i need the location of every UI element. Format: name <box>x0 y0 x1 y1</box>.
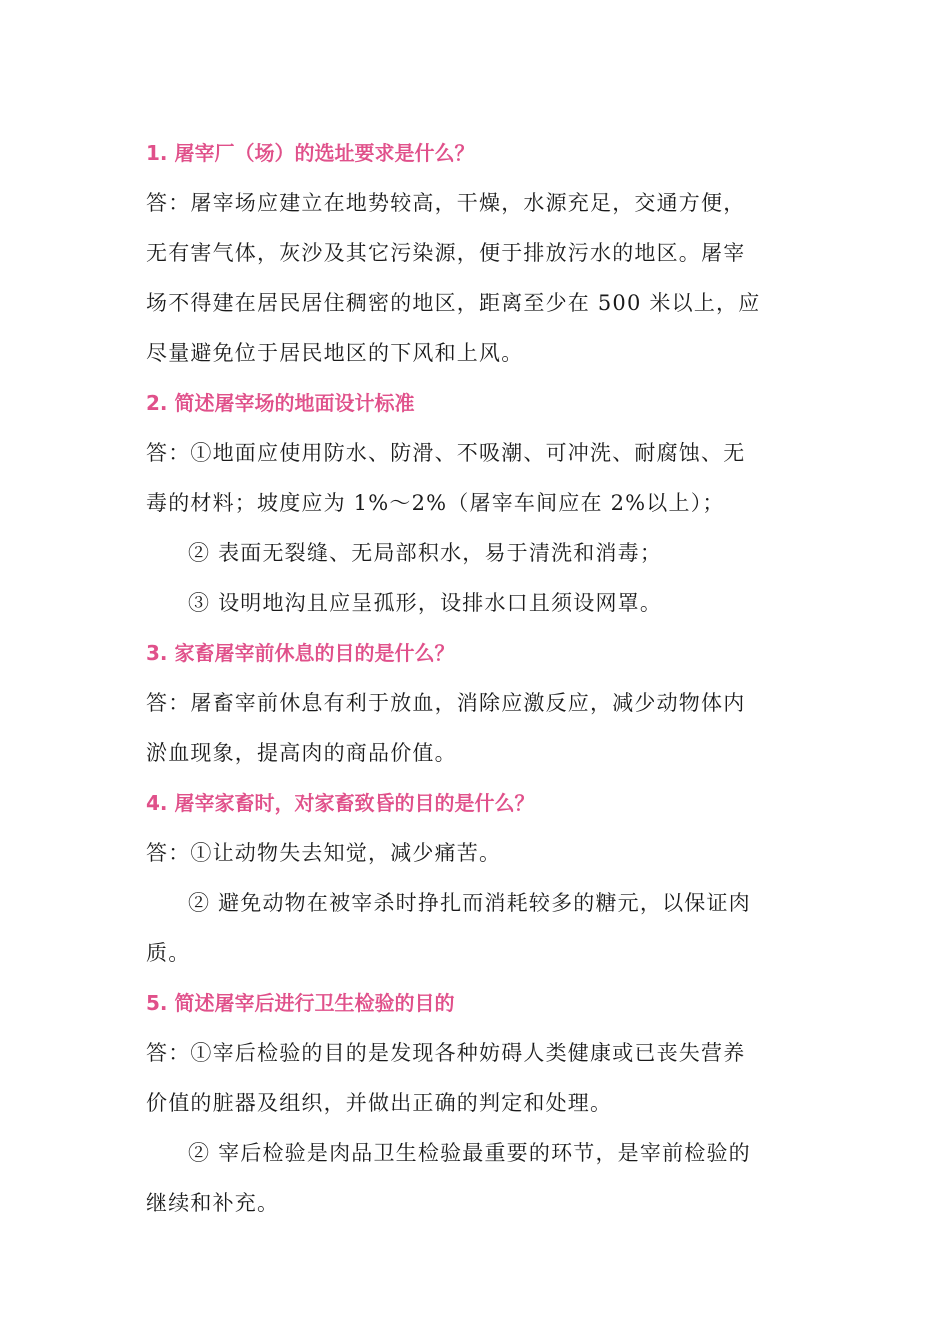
answer-line: 答：①让动物失去知觉，减少痛苦。 <box>146 841 502 865</box>
answer-line: 答：①宰后检验的目的是发现各种妨碍人类健康或已丧失营养 <box>146 1041 746 1065</box>
document-page <box>146 128 806 1228</box>
answer-line: 继续和补充。 <box>146 1191 280 1215</box>
answer-line: 答：屠宰场应建立在地势较高，干燥，水源充足，交通方便， <box>146 191 746 215</box>
answer-line-indented: ② 避免动物在被宰杀时挣扎而消耗较多的糖元，以保证肉 <box>188 891 751 915</box>
answer-line: 无有害气体，灰沙及其它污染源，便于排放污水的地区。屠宰 <box>146 241 746 265</box>
question-heading-4: 4. 屠宰家畜时，对家畜致昏的目的是什么？ <box>146 791 535 815</box>
answer-line: 毒的材料；坡度应为 1%～2%（屠宰车间应在 2%以上）； <box>146 491 725 515</box>
question-heading-1: 1. 屠宰厂（场）的选址要求是什么？ <box>146 141 475 165</box>
answer-line-indented: ③ 设明地沟且应呈孤形，设排水口且须设网罩。 <box>188 591 663 615</box>
answer-line: 答：屠畜宰前休息有利于放血，消除应激反应，减少动物体内 <box>146 691 746 715</box>
answer-line: 尽量避免位于居民地区的下风和上风。 <box>146 341 524 365</box>
answer-line: 淤血现象，提高肉的商品价值。 <box>146 741 457 765</box>
question-heading-3: 3. 家畜屠宰前休息的目的是什么？ <box>146 641 455 665</box>
question-heading-2: 2. 简述屠宰场的地面设计标准 <box>146 391 415 415</box>
answer-line-indented: ② 宰后检验是肉品卫生检验最重要的环节，是宰前检验的 <box>188 1141 751 1165</box>
answer-line: 价值的脏器及组织，并做出正确的判定和处理。 <box>146 1091 613 1115</box>
answer-line-indented: ② 表面无裂缝、无局部积水，易于清洗和消毒； <box>188 541 663 565</box>
answer-line: 场不得建在居民居住稠密的地区，距离至少在 500 米以上，应 <box>146 291 761 315</box>
answer-line: 质。 <box>146 941 191 965</box>
answer-line: 答：①地面应使用防水、防滑、不吸潮、可冲洗、耐腐蚀、无 <box>146 441 746 465</box>
question-heading-5: 5. 简述屠宰后进行卫生检验的目的 <box>146 991 455 1015</box>
